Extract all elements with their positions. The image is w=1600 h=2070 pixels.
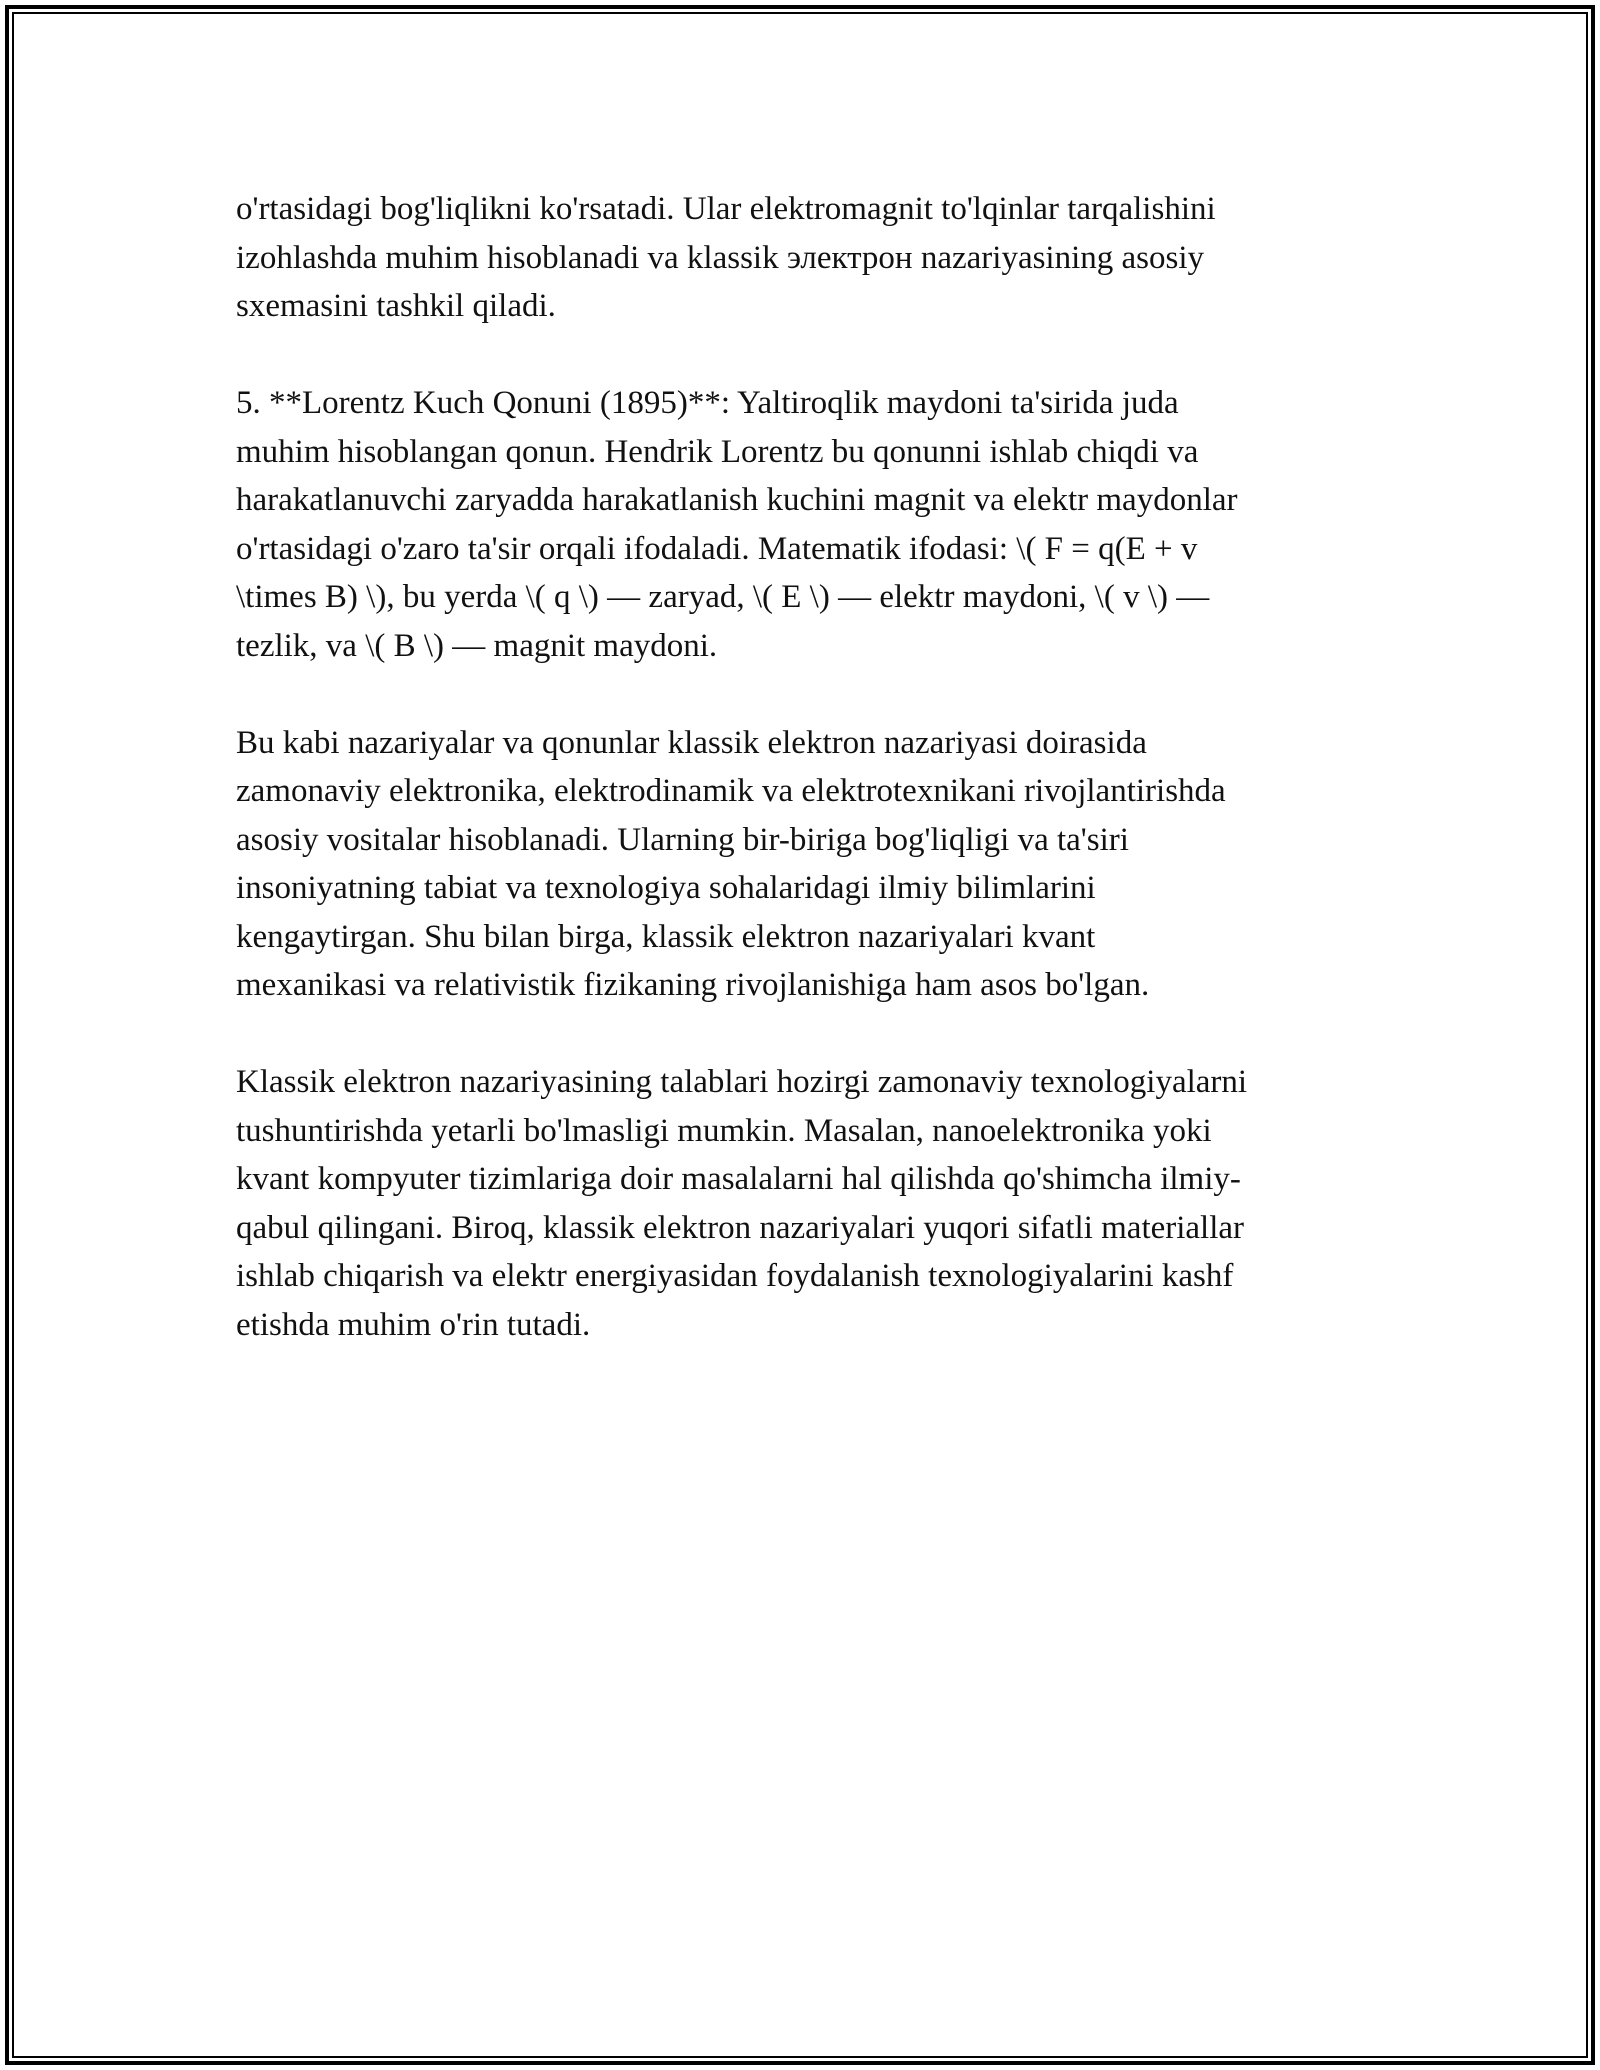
text-line: o'rtasidagi bog'liqlikni ko'rsatadi. Ular elektromagnit to'lqinlar tarqalishini [236,191,1216,227]
text-line: 5. **Lorentz Kuch Qonuni (1895)**: Yaltiroqlik maydoni ta'sirida juda [236,385,1179,421]
paragraph-limitations [236,1058,1386,1349]
text-line: asosiy vositalar hisoblanadi. Ularning bir-biriga bog'liqligi va ta'siri [236,821,1129,858]
text-line: Klassik elektron nazariyasining talablari hozirgi zamonaviy texnologiyalarni [236,1064,1248,1100]
text-line: kengaytirgan. Shu bilan birga, klassik elektron nazariyalari kvant [236,918,1096,955]
paragraph-lorentz-law [236,379,1386,670]
text-line: insoniyatning tabiat va texnologiya sohalaridagi ilmiy bilimlarini [236,870,1096,906]
text-line: ishlab chiqarish va elektr energiyasidan foydalanish texnologiyalarini kashf [236,1258,1234,1294]
text-line: izohlashda muhim hisoblanadi va klassik электрон nazariyasining asosiy [236,239,1205,276]
text-line: qabul qilingani. Biroq, klassik elektron nazariyalari yuqori sifatli materiallar [236,1209,1245,1246]
document-body [236,185,1386,1398]
text-line: muhim hisoblangan qonun. Hendrik Lorentz bu qonunni ishlab chiqdi va [236,433,1199,470]
paragraph-theories-summary [236,719,1386,1010]
text-line: harakatlanuvchi zaryadda harakatlanish kuchini magnit va elektr maydonlar [236,482,1238,518]
text-line: etishda muhim o'rin tutadi. [236,1306,591,1343]
text-line: zamonaviy elektronika, elektrodinamik va elektrotexnikani rivojlantirishda [236,773,1226,809]
text-line: Bu kabi nazariyalar va qonunlar klassik elektron nazariyasi doirasida [236,724,1147,761]
text-line: tushuntirishda yetarli bo'lmasligi mumkin. Masalan, nanoelektronika yoki [236,1112,1212,1149]
text-line: kvant kompyuter tizimlariga doir masalalarni hal qilishda qo'shimcha ilmiy- [236,1161,1241,1197]
paragraph-maxwell-continuation [236,185,1386,331]
text-line: tezlik, va \( B \) — magnit maydoni. [236,627,718,664]
text-line: mexanikasi va relativistik fizikaning rivojlanishiga ham asos bo'lgan. [236,967,1150,1003]
text-line: \times B) \), bu yerda \( q \) — zaryad, \( E \) — elektr maydoni, \( v \) — [236,579,1210,615]
text-line: sxemasini tashkil qiladi. [236,288,556,324]
text-line: o'rtasidagi o'zaro ta'sir orqali ifodaladi. Matematik ifodasi: \( F = q(E + v [236,530,1198,567]
